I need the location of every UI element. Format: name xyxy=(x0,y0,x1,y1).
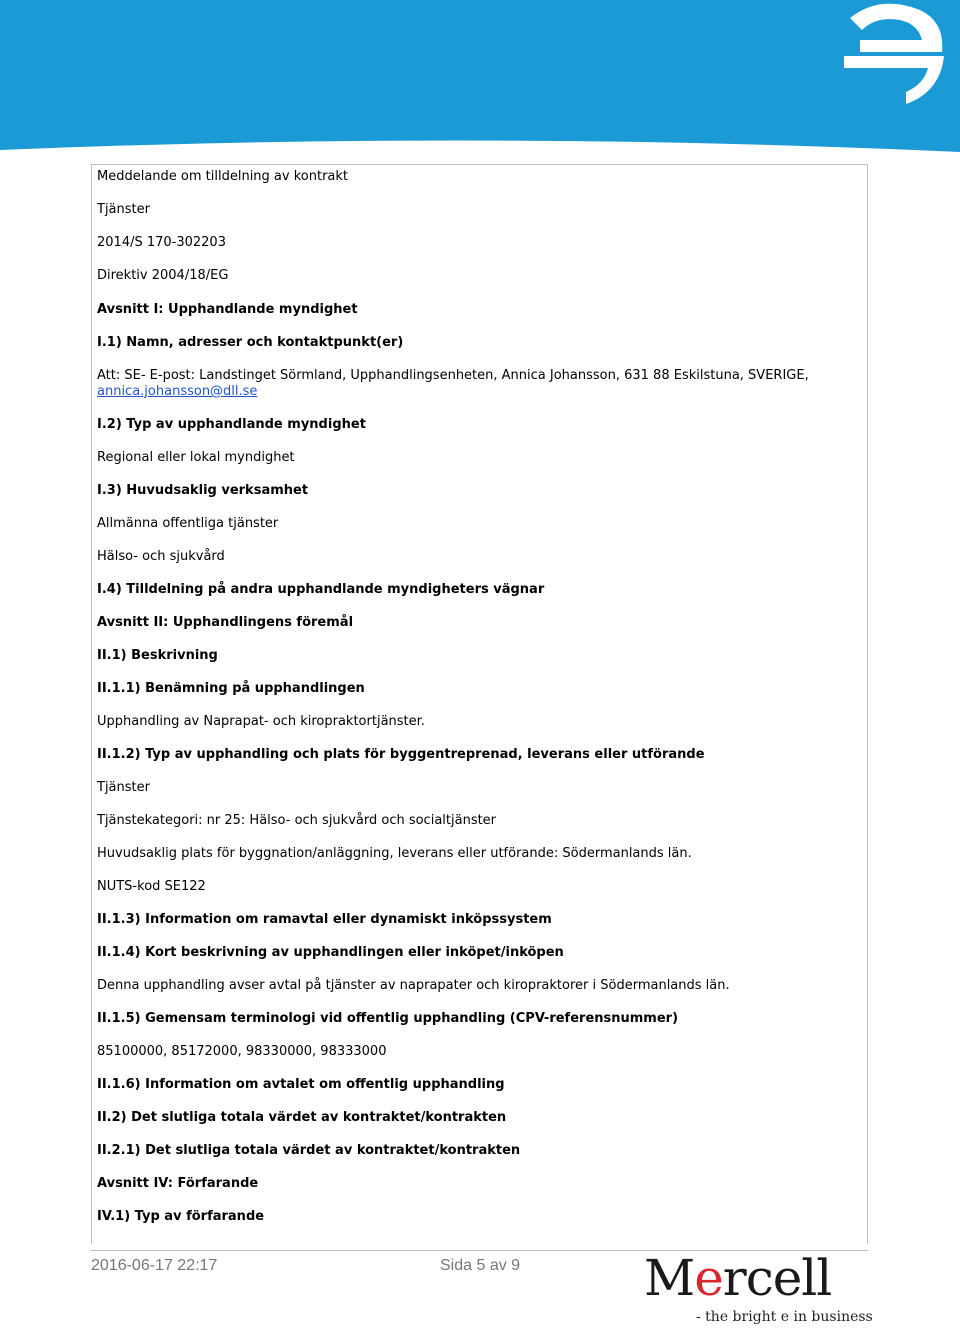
line-text: II.2) Det slutliga totala värdet av kontraktet/kontrakten xyxy=(97,1110,507,1125)
brand-prefix: M xyxy=(644,1249,695,1307)
line-text: II.1.2) Typ av upphandling och plats för byggentreprenad, leverans eller utförande xyxy=(97,747,705,762)
line-text: Upphandling av Naprapat- och kiropraktortjänster. xyxy=(97,714,425,729)
body-text xyxy=(97,978,730,994)
footer-date: 2016-06-17 22:17 xyxy=(91,1257,218,1274)
line-text: I.3) Huvudsaklig verksamhet xyxy=(97,483,309,498)
section-heading xyxy=(97,945,564,961)
brand-name xyxy=(644,1249,831,1307)
line-text: Tjänstekategori: nr 25: Hälso- och sjukvård och socialtjänster xyxy=(97,813,497,828)
section-heading xyxy=(97,1209,264,1225)
line-text: Tjänster xyxy=(97,780,150,795)
body-text xyxy=(97,846,692,862)
document-frame xyxy=(91,164,868,1244)
body-text xyxy=(97,450,295,466)
line-text: Denna upphandling avser avtal på tjänster av naprapater och kiropraktorer i Södermanlands län. xyxy=(97,978,730,993)
line-text: II.1.5) Gemensam terminologi vid offentlig upphandling (CPV-referensnummer) xyxy=(97,1011,679,1026)
line-text: Avsnitt IV: Förfarande xyxy=(97,1176,259,1191)
section-heading xyxy=(97,417,366,433)
section-heading xyxy=(97,615,353,631)
line-text: NUTS-kod SE122 xyxy=(97,879,206,894)
body-text xyxy=(97,368,861,400)
line-text: Huvudsaklig plats för byggnation/anläggning, leverans eller utförande: Södermanlands län. xyxy=(97,846,692,861)
line-text: II.1.1) Benämning på upphandlingen xyxy=(97,681,365,696)
section-heading xyxy=(97,648,218,664)
body-text xyxy=(97,516,278,532)
line-text: Direktiv 2004/18/EG xyxy=(97,268,229,283)
line-text: Att: SE- E-post: Landstinget Sörmland, Upphandlingsenheten, Annica Johansson, 631 88 Eskilstuna, SVERIGE, xyxy=(97,368,809,383)
line-text: Avsnitt I: Upphandlande myndighet xyxy=(97,302,358,317)
line-text: II.1.3) Information om ramavtal eller dynamiskt inköpssystem xyxy=(97,912,552,927)
email-link[interactable]: annica.johansson@dll.se xyxy=(97,384,258,399)
body-text xyxy=(97,813,496,829)
section-heading xyxy=(97,582,544,598)
body-text xyxy=(97,169,348,185)
line-text: II.1.4) Kort beskrivning av upphandlingen eller inköpet/inköpen xyxy=(97,945,564,960)
line-text: I.2) Typ av upphandlande myndighet xyxy=(97,417,366,432)
section-heading xyxy=(97,1077,505,1093)
section-heading xyxy=(97,1176,258,1192)
body-text xyxy=(97,879,206,895)
header-banner xyxy=(0,0,960,160)
brand-tagline: - the bright e in business xyxy=(696,1309,873,1325)
section-heading xyxy=(97,1143,520,1159)
line-text: Tjänster xyxy=(97,202,150,217)
body-text xyxy=(97,202,150,218)
section-heading xyxy=(97,1011,678,1027)
section-heading xyxy=(97,335,403,351)
body-text xyxy=(97,714,425,730)
line-text: II.2.1) Det slutliga totala värdet av kontraktet/kontrakten xyxy=(97,1143,521,1158)
brand-logo xyxy=(644,1249,873,1327)
line-text: Hälso- och sjukvård xyxy=(97,549,225,564)
section-heading xyxy=(97,1110,506,1126)
line-text: Avsnitt II: Upphandlingens föremål xyxy=(97,615,354,630)
body-text xyxy=(97,1044,386,1060)
body-text xyxy=(97,268,228,284)
body-text xyxy=(97,235,226,251)
section-heading xyxy=(97,912,552,928)
line-text: II.1) Beskrivning xyxy=(97,648,218,663)
section-heading xyxy=(97,483,308,499)
line-text: Regional eller lokal myndighet xyxy=(97,450,295,465)
body-text xyxy=(97,780,150,796)
section-heading xyxy=(97,681,365,697)
line-text: 85100000, 85172000, 98330000, 98333000 xyxy=(97,1044,387,1059)
line-text: I.4) Tilldelning på andra upphandlande myndigheters vägnar xyxy=(97,582,545,597)
line-text: IV.1) Typ av förfarande xyxy=(97,1209,265,1224)
banner-wave xyxy=(0,0,960,160)
brand-e-mark: e xyxy=(694,1249,723,1307)
line-text: Meddelande om tilldelning av kontrakt xyxy=(97,169,349,184)
footer-page-number: Sida 5 av 9 xyxy=(440,1257,521,1274)
brand-suffix: rcell xyxy=(722,1249,832,1307)
line-text: I.1) Namn, adresser och kontaktpunkt(er) xyxy=(97,335,404,350)
line-text: Allmänna offentliga tjänster xyxy=(97,516,279,531)
section-heading xyxy=(97,302,358,318)
line-text: 2014/S 170-302203 xyxy=(97,235,226,250)
section-heading xyxy=(97,747,705,763)
body-text xyxy=(97,549,225,565)
e-logo-icon xyxy=(820,0,950,110)
line-text: II.1.6) Information om avtalet om offentlig upphandling xyxy=(97,1077,505,1092)
